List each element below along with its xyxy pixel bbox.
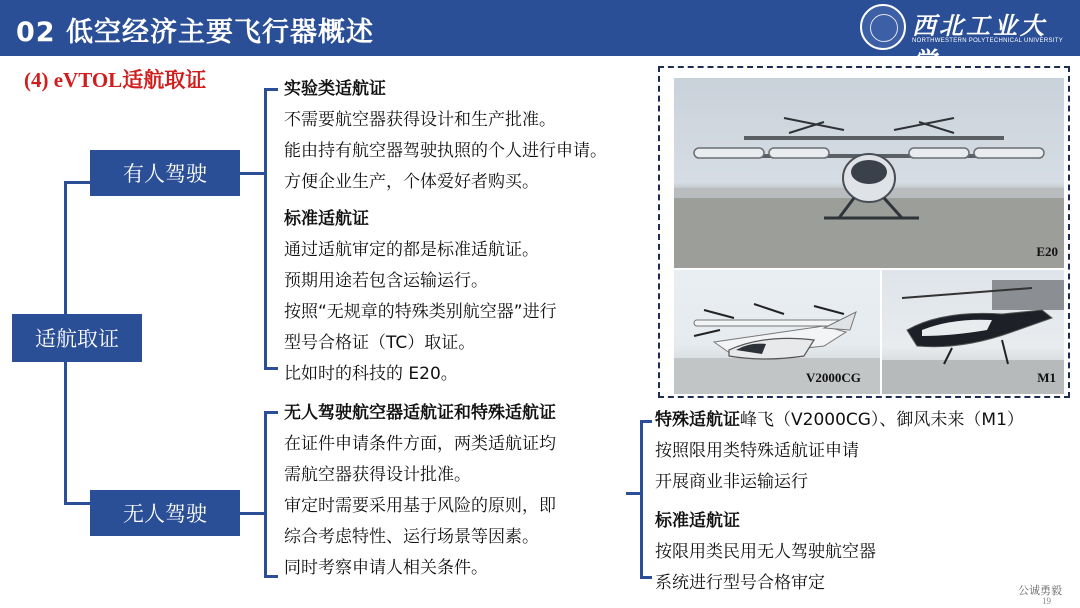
v2000cg-label: V2000CG <box>806 370 861 385</box>
manned-line-4: 通过适航审定的都是标准适航证。 <box>284 240 539 260</box>
unmanned-line-1: 在证件申请条件方面，两类适航证均 <box>284 434 556 454</box>
connector-unmanned-branch <box>64 502 90 505</box>
bracket-right-top <box>640 420 652 423</box>
bracket-unmanned-bottom <box>264 575 278 578</box>
special-cert-examples: 峰飞（V2000CG）、御风未来（M1） <box>740 410 1024 430</box>
manned-line-5: 预期用途若包含运输运行。 <box>284 271 488 291</box>
page-title: 02 低空经济主要飞行器概述 <box>16 17 374 48</box>
unmanned-description <box>284 398 556 584</box>
unmanned-node-box: 无人驾驶 <box>90 490 240 536</box>
v2000cg-aircraft-photo <box>674 270 880 394</box>
m1-label: M1 <box>1037 370 1056 385</box>
manned-line-2: 能由持有航空器驾驶执照的个人进行申请。 <box>284 141 607 161</box>
e20-label: E20 <box>1036 244 1058 259</box>
bracket-unmanned-link <box>240 512 266 515</box>
bracket-right-link <box>626 492 642 495</box>
unmanned-line-4: 综合考虑特性、运行场景等因素。 <box>284 527 539 547</box>
logo-english-name: NORTHWESTERN POLYTECHNICAL UNIVERSITY <box>912 38 1064 44</box>
manned-description <box>284 74 607 390</box>
root-node-box: 适航取证 <box>12 314 142 362</box>
experimental-cert-heading: 实验类适航证 <box>284 79 386 99</box>
bracket-manned-top <box>264 88 278 91</box>
bracket-manned-bottom <box>264 367 278 370</box>
bracket-manned-vertical <box>264 89 267 369</box>
manned-line-3: 方便企业生产，个体爱好者购买。 <box>284 172 539 192</box>
special-cert-description <box>655 405 1024 599</box>
right-standard-cert-heading: 标准适航证 <box>655 511 740 531</box>
unmanned-line-2: 需航空器获得设计批准。 <box>284 465 471 485</box>
right-line-2: 开展商业非运输运行 <box>655 472 808 492</box>
unmanned-line-3: 审定时需要采用基于风险的原则，即 <box>284 496 556 516</box>
university-seal-icon <box>860 4 906 50</box>
bracket-right-bottom <box>640 576 652 579</box>
section-subtitle: (4) eVTOL适航取证 <box>24 68 207 92</box>
footer-motto: 公诚勇毅 <box>1018 584 1062 597</box>
e20-aircraft-illustration <box>674 78 1064 268</box>
right-line-1: 按照限用类特殊适航证申请 <box>655 441 859 461</box>
special-cert-heading: 特殊适航证 <box>655 410 740 430</box>
manned-line-7: 型号合格证（TC）取证。 <box>284 333 476 353</box>
right-line-3: 按限用类民用无人驾驶航空器 <box>655 542 876 562</box>
manned-line-8: 比如时的科技的 E20。 <box>284 364 458 384</box>
special-cert-heading-row <box>655 405 1024 436</box>
m1-aircraft-photo <box>882 270 1064 394</box>
header-bar <box>0 0 1080 75</box>
manned-line-6: 按照“无规章的特殊类别航空器”进行 <box>284 302 557 322</box>
page-number: 19 <box>1042 596 1051 606</box>
bracket-unmanned-top <box>264 411 278 414</box>
standard-cert-heading: 标准适航证 <box>284 209 369 229</box>
bracket-unmanned-vertical <box>264 412 267 577</box>
right-line-4: 系统进行型号合格审定 <box>655 573 825 593</box>
manned-node-box: 有人驾驶 <box>90 150 240 196</box>
e20-aircraft-photo <box>674 78 1064 268</box>
bracket-manned-link <box>240 172 266 175</box>
logo-chinese-name: 西北工业大学 <box>912 11 1047 75</box>
manned-line-1: 不需要航空器获得设计和生产批准。 <box>284 110 556 130</box>
unmanned-cert-heading: 无人驾驶航空器适航证和特殊适航证 <box>284 403 556 423</box>
unmanned-line-5: 同时考察申请人相关条件。 <box>284 558 488 578</box>
connector-manned-branch <box>64 181 90 184</box>
bracket-right-vertical <box>640 421 643 578</box>
university-logo <box>860 4 1070 75</box>
